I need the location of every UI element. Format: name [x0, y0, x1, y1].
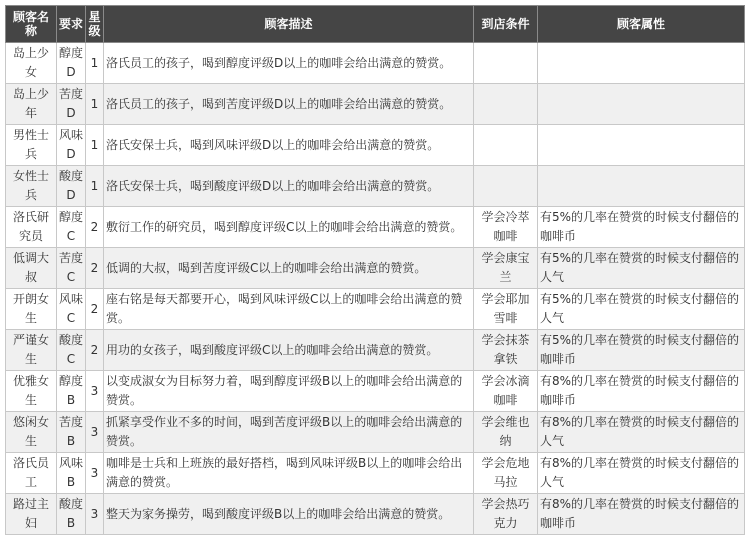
table-row [6, 330, 745, 371]
cell-customer-description: 抓紧享受作业不多的时间，喝到苦度评级B以上的咖啡会给出满意的赞赏。 [104, 412, 474, 453]
cell-customer-description: 洛氏安保士兵，喝到风味评级D以上的咖啡会给出满意的赞赏。 [104, 125, 474, 166]
cell-arrival-condition: 学会冰滴咖啡 [474, 371, 538, 412]
cell-arrival-condition [474, 125, 538, 166]
header-customer-name: 顾客名称 [6, 6, 57, 43]
cell-star-level: 1 [86, 43, 104, 84]
cell-customer-name: 优雅女生 [6, 371, 57, 412]
cell-customer-attribute [538, 84, 745, 125]
cell-customer-description: 用功的女孩子，喝到酸度评级C以上的咖啡会给出满意的赞赏。 [104, 330, 474, 371]
cell-requirement: 苦度B [57, 412, 86, 453]
cell-arrival-condition [474, 166, 538, 207]
cell-customer-name: 低调大叔 [6, 248, 57, 289]
cell-requirement: 酸度C [57, 330, 86, 371]
cell-customer-name: 严谨女生 [6, 330, 57, 371]
cell-customer-name: 悠闲女生 [6, 412, 57, 453]
cell-customer-name: 男性士兵 [6, 125, 57, 166]
table-row [6, 494, 745, 535]
cell-customer-description: 咖啡是士兵和上班族的最好搭档，喝到风味评级B以上的咖啡会给出满意的赞赏。 [104, 453, 474, 494]
cell-requirement: 醇度B [57, 371, 86, 412]
cell-customer-name: 开朗女生 [6, 289, 57, 330]
cell-customer-attribute: 有8%的几率在赞赏的时候支付翻倍的咖啡币 [538, 371, 745, 412]
table-row [6, 289, 745, 330]
cell-customer-description: 洛氏员工的孩子，喝到醇度评级D以上的咖啡会给出满意的赞赏。 [104, 43, 474, 84]
table-row [6, 453, 745, 494]
cell-customer-name: 女性士兵 [6, 166, 57, 207]
cell-customer-description: 以变成淑女为目标努力着，喝到醇度评级B以上的咖啡会给出满意的赞赏。 [104, 371, 474, 412]
cell-arrival-condition: 学会耶加雪啡 [474, 289, 538, 330]
table-row [6, 248, 745, 289]
cell-customer-attribute: 有8%的几率在赞赏的时候支付翻倍的人气 [538, 412, 745, 453]
cell-customer-attribute [538, 43, 745, 84]
header-star-level: 星级 [86, 6, 104, 43]
cell-arrival-condition: 学会冷萃咖啡 [474, 207, 538, 248]
cell-customer-attribute: 有8%的几率在赞赏的时候支付翻倍的人气 [538, 453, 745, 494]
cell-customer-attribute: 有8%的几率在赞赏的时候支付翻倍的咖啡币 [538, 494, 745, 535]
cell-arrival-condition: 学会康宝兰 [474, 248, 538, 289]
cell-customer-description: 座右铭是每天都要开心，喝到风味评级C以上的咖啡会给出满意的赞赏。 [104, 289, 474, 330]
cell-requirement: 风味C [57, 289, 86, 330]
cell-arrival-condition [474, 43, 538, 84]
cell-requirement: 苦度C [57, 248, 86, 289]
cell-star-level: 3 [86, 412, 104, 453]
cell-star-level: 2 [86, 207, 104, 248]
cell-customer-name: 岛上少年 [6, 84, 57, 125]
cell-customer-attribute [538, 125, 745, 166]
cell-arrival-condition: 学会维也纳 [474, 412, 538, 453]
cell-customer-description: 低调的大叔，喝到苦度评级C以上的咖啡会给出满意的赞赏。 [104, 248, 474, 289]
cell-requirement: 酸度D [57, 166, 86, 207]
header-arrival-condition: 到店条件 [474, 6, 538, 43]
header-customer-attribute: 顾客属性 [538, 6, 745, 43]
cell-customer-attribute: 有5%的几率在赞赏的时候支付翻倍的咖啡币 [538, 330, 745, 371]
customer-table [5, 5, 745, 535]
cell-customer-attribute: 有5%的几率在赞赏的时候支付翻倍的人气 [538, 248, 745, 289]
table-row [6, 125, 745, 166]
cell-requirement: 酸度B [57, 494, 86, 535]
cell-star-level: 2 [86, 330, 104, 371]
cell-customer-name: 岛上少女 [6, 43, 57, 84]
header-customer-description: 顾客描述 [104, 6, 474, 43]
cell-star-level: 3 [86, 453, 104, 494]
table-row [6, 84, 745, 125]
cell-customer-description: 洛氏员工的孩子，喝到苦度评级D以上的咖啡会给出满意的赞赏。 [104, 84, 474, 125]
table-header-row [6, 6, 745, 43]
table-row [6, 166, 745, 207]
table-row [6, 207, 745, 248]
cell-requirement: 风味B [57, 453, 86, 494]
cell-star-level: 2 [86, 289, 104, 330]
cell-customer-attribute: 有5%的几率在赞赏的时候支付翻倍的咖啡币 [538, 207, 745, 248]
table-row [6, 371, 745, 412]
cell-requirement: 苦度D [57, 84, 86, 125]
cell-requirement: 醇度D [57, 43, 86, 84]
cell-star-level: 2 [86, 248, 104, 289]
cell-requirement: 风味D [57, 125, 86, 166]
cell-customer-attribute: 有5%的几率在赞赏的时候支付翻倍的人气 [538, 289, 745, 330]
cell-star-level: 1 [86, 125, 104, 166]
cell-arrival-condition: 学会危地马拉 [474, 453, 538, 494]
cell-customer-attribute [538, 166, 745, 207]
cell-customer-description: 整天为家务操劳，喝到酸度评级B以上的咖啡会给出满意的赞赏。 [104, 494, 474, 535]
cell-customer-description: 洛氏安保士兵，喝到酸度评级D以上的咖啡会给出满意的赞赏。 [104, 166, 474, 207]
table-row [6, 412, 745, 453]
cell-customer-description: 敷衍工作的研究员，喝到醇度评级C以上的咖啡会给出满意的赞赏。 [104, 207, 474, 248]
cell-star-level: 3 [86, 371, 104, 412]
cell-customer-name: 洛氏员工 [6, 453, 57, 494]
cell-star-level: 1 [86, 84, 104, 125]
table-row [6, 43, 745, 84]
cell-arrival-condition: 学会热巧克力 [474, 494, 538, 535]
cell-arrival-condition: 学会抹茶拿铁 [474, 330, 538, 371]
cell-arrival-condition [474, 84, 538, 125]
cell-star-level: 1 [86, 166, 104, 207]
header-requirement: 要求 [57, 6, 86, 43]
cell-customer-name: 路过主妇 [6, 494, 57, 535]
cell-requirement: 醇度C [57, 207, 86, 248]
cell-star-level: 3 [86, 494, 104, 535]
cell-customer-name: 洛氏研究员 [6, 207, 57, 248]
